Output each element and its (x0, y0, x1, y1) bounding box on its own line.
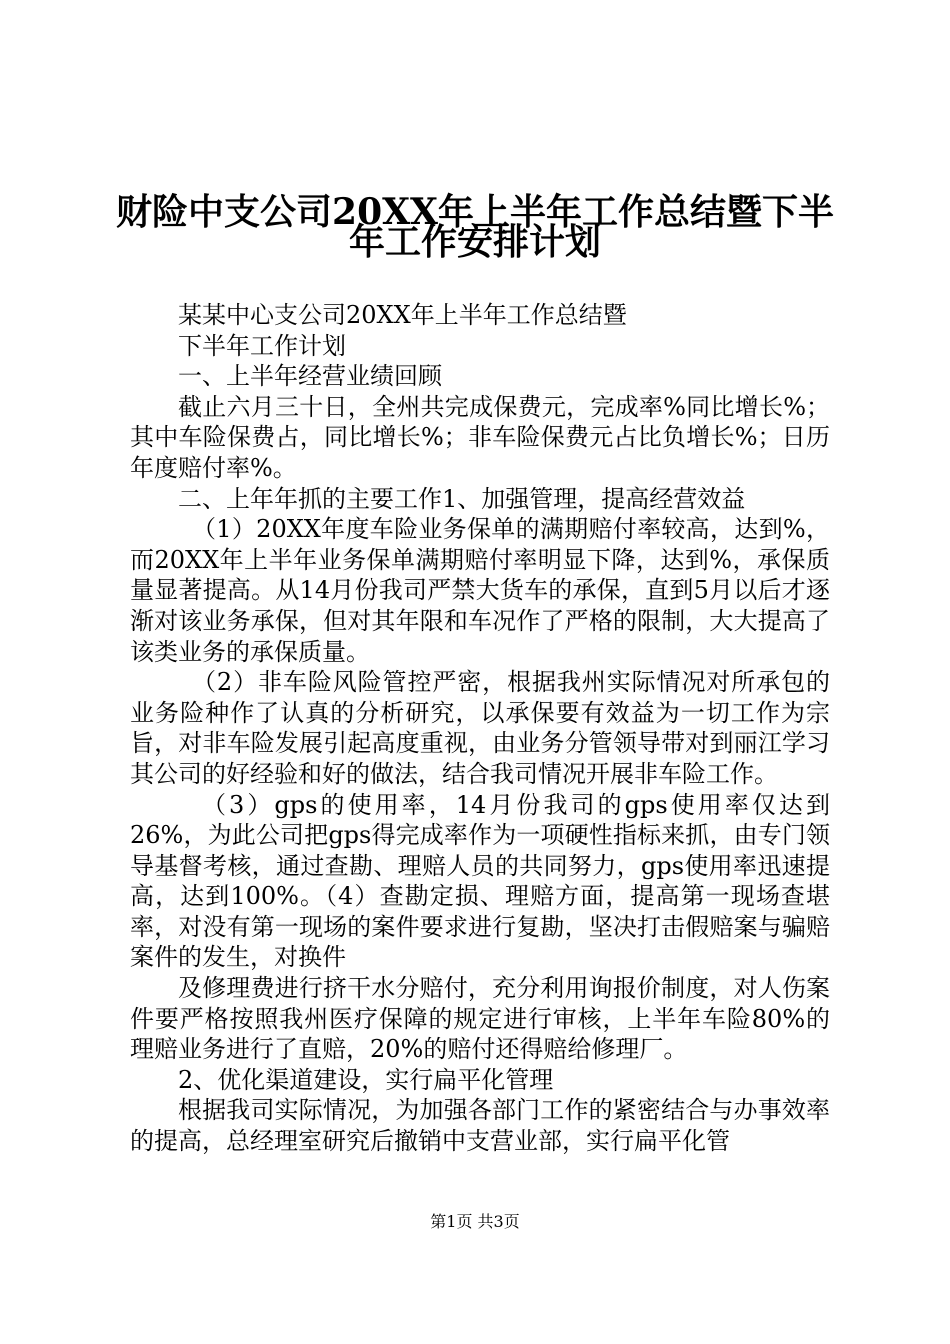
paragraph: （1）20XX年度车险业务保单的满期赔付率较高，达到%，而20XX年上半年业务保单满期赔付率明显下降，达到%，承保质量显著提高。从14月份我司严禁大货车的承保，直到5月以后才逐渐对该业务承保，但对其年限和车况作了严格的限制，大大提高了该类业务的承保质量。 (130, 515, 830, 666)
page-footer: 第1页 共3页 (430, 1212, 520, 1231)
section-heading-1: 一、上半年经营业绩回顾 (178, 362, 442, 391)
paragraph: 及修理费进行挤干水分赔付，充分利用询报价制度，对人伤案件要严格按照我州医疗保障的规定进行审核，上半年车险80%的理赔业务进行了直赔，20%的赔付还得赔给修理厂。 (130, 974, 830, 1064)
subtitle-line-1: 某某中心支公司20XX年上半年工作总结暨 (178, 301, 627, 329)
subtitle-line-2: 下半年工作计划 (178, 331, 346, 360)
section-heading-2: 二、上年年抓的主要工作1、加强管理，提高经营效益 (178, 484, 746, 513)
paragraph: （2）非车险风险管控严密，根据我州实际情况对所承包的业务险种作了认真的分析研究，以承保要有效益为一切工作为宗旨，对非车险发展引起高度重视，由业务分管领导带对到丽江学习其公司的好经验和好的做法，结合我司情况开展非车险工作。 (130, 668, 830, 788)
paragraph: 截止六月三十日，全州共完成保费元，完成率%同比增长%；其中车险保费占，同比增长%；非车险保费元占比负增长%；日历年度赔付率%。 (130, 392, 830, 482)
section-heading-3: 2、优化渠道建设，实行扁平化管理 (178, 1065, 554, 1094)
paragraph: （3）gps的使用率，14月份我司的gps使用率仅达到26%，为此公司把gps得完成率作为一项硬性指标来抓，由专门领导基督考核，通过查勘、理赔人员的共同努力，gps使用率迅速提高，达到100%。（4）查勘定损、理赔方面，提高第一现场查堪率，对没有第一现场的案件要求进行复勘，坚决打击假赔案与骗赔案件的发生，对换件 (130, 790, 830, 972)
document-title-line-2: 年工作安排计划 (348, 221, 601, 263)
document-title-line-1: 财险中支公司20XX年上半年工作总结暨下半 (116, 191, 834, 233)
document-body (130, 300, 830, 1157)
paragraph: 根据我司实际情况，为加强各部门工作的紧密结合与办事效率的提高，总经理室研究后撤销中支营业部，实行扁平化管 (130, 1096, 830, 1156)
